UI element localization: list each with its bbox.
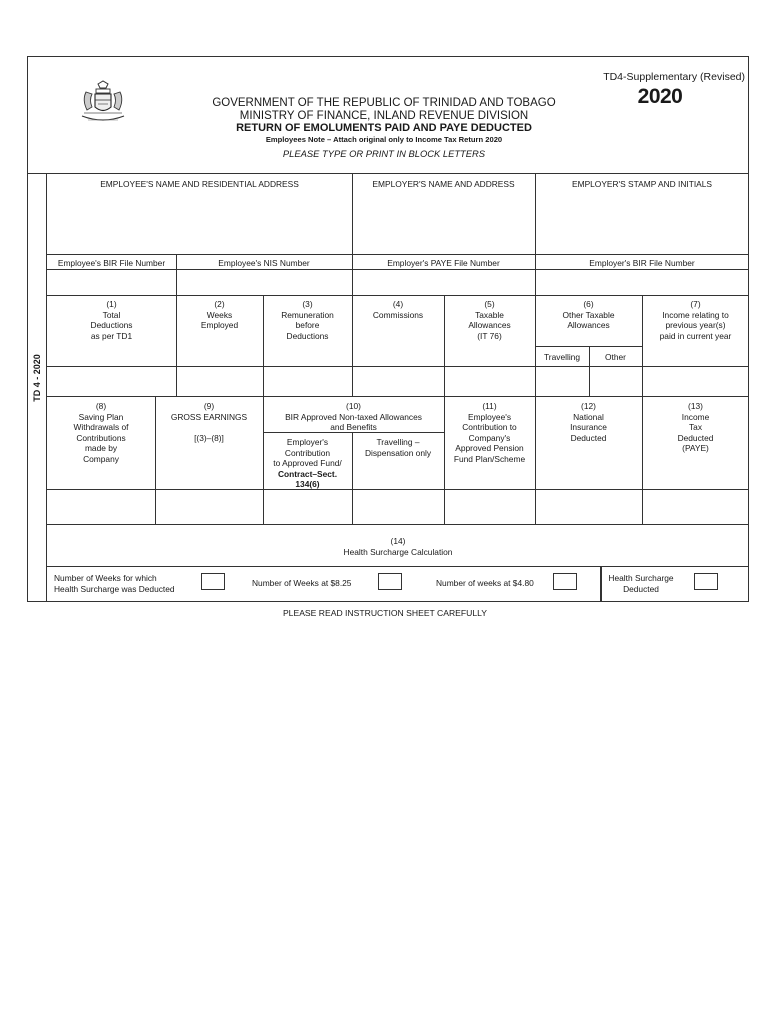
employer-bir-label: Employer's BIR File Number xyxy=(589,258,695,268)
col-3-field[interactable] xyxy=(264,367,351,395)
col-6-other-field[interactable] xyxy=(590,367,641,395)
col-10a-header: Employer's Contribution to Approved Fund/ Contract–Sect. 134(6) xyxy=(273,437,342,489)
col-9-header: (9) GROSS EARNINGS [(3)–(8)] xyxy=(170,401,248,443)
col-5-header: (5) Taxable Allowances (IT 76) xyxy=(468,299,511,341)
grid-line xyxy=(47,524,749,525)
weeks-825-box[interactable] xyxy=(378,573,402,590)
ministry-title: MINISTRY OF FINANCE, INLAND REVENUE DIVISION xyxy=(239,110,529,122)
employer-stamp-field[interactable] xyxy=(536,192,748,253)
surcharge-deducted-label: Health Surcharge Deducted xyxy=(608,573,674,594)
col-11-header: (11) Employee's Contribution to Company's Approved Pension Fund Plan/Scheme xyxy=(453,401,526,464)
header-divider xyxy=(27,173,749,174)
col-8-header: (8) Saving Plan Withdrawals of Contributions made by Company xyxy=(73,401,129,464)
col-4-header: (4) Commissions xyxy=(372,299,424,320)
grid-line xyxy=(600,566,602,602)
weeks-deducted-label: Number of Weeks for which Health Surcharge was Deducted xyxy=(54,573,175,594)
employer-name-address-field[interactable] xyxy=(353,192,534,253)
col-6-other: Other xyxy=(605,352,626,362)
grid-line xyxy=(47,295,749,296)
col-1-header: (1) Total Deductions as per TD1 xyxy=(90,299,133,341)
col-10b-field[interactable] xyxy=(353,490,443,523)
weeks-480-label: Number of weeks at $4.80 xyxy=(436,578,534,588)
employee-name-address-field[interactable] xyxy=(48,192,351,253)
surcharge-deducted-box[interactable] xyxy=(694,573,718,590)
employer-paye-field[interactable] xyxy=(353,270,534,294)
weeks-deducted-box[interactable] xyxy=(201,573,225,590)
col-10-header: (10) BIR Approved Non-taxed Allowances and Benefits xyxy=(285,401,422,432)
side-label: TD 4 - 2020 xyxy=(32,354,42,402)
employer-bir-field[interactable] xyxy=(536,270,748,294)
col-1-field[interactable] xyxy=(48,367,175,395)
col-7-field[interactable] xyxy=(643,367,748,395)
employee-nis-label: Employee's NIS Number xyxy=(218,258,310,268)
grid-line xyxy=(47,566,749,567)
employee-bir-field[interactable] xyxy=(48,270,175,294)
employee-note: Employees Note – Attach original only to Income Tax Return 2020 xyxy=(265,135,503,144)
col-9-field[interactable] xyxy=(156,490,262,523)
col-2-header: (2) Weeks Employed xyxy=(200,299,239,330)
col-6-travelling-field[interactable] xyxy=(536,367,588,395)
col-10b-header: Travelling – Dispensation only xyxy=(364,437,432,458)
col-10a-field[interactable] xyxy=(264,490,351,523)
col-5-field[interactable] xyxy=(445,367,534,395)
side-strip xyxy=(27,173,47,602)
col-3-header: (3) Remuneration before Deductions xyxy=(281,299,334,341)
col-6-header: (6) Other Taxable Allowances xyxy=(562,299,615,330)
block-letters-instruction: PLEASE TYPE OR PRINT IN BLOCK LETTERS xyxy=(282,148,486,159)
col-13-header: (13) Income Tax Deducted (PAYE) xyxy=(677,401,714,453)
employee-name-address-label: EMPLOYEE'S NAME AND RESIDENTIAL ADDRESS xyxy=(100,179,299,189)
surcharge-header: (14) Health Surcharge Calculation xyxy=(343,536,453,557)
return-title: RETURN OF EMOLUMENTS PAID AND PAYE DEDUCTED xyxy=(236,122,532,134)
employee-nis-field[interactable] xyxy=(177,270,351,294)
col-4-field[interactable] xyxy=(353,367,443,395)
col-11-field[interactable] xyxy=(445,490,534,523)
grid-line xyxy=(47,396,749,397)
weeks-480-box[interactable] xyxy=(553,573,577,590)
grid-line xyxy=(47,254,749,255)
col-12-header: (12) National Insurance Deducted xyxy=(570,401,607,443)
col-13-field[interactable] xyxy=(643,490,748,523)
employer-name-address-label: EMPLOYER'S NAME AND ADDRESS xyxy=(372,179,515,189)
instruction-footer: PLEASE READ INSTRUCTION SHEET CAREFULLY xyxy=(282,608,488,618)
employer-paye-label: Employer's PAYE File Number xyxy=(387,258,500,268)
government-title: GOVERNMENT OF THE REPUBLIC OF TRINIDAD AND TOBAGO xyxy=(212,97,556,109)
form-year: 2020 xyxy=(637,85,683,108)
col-12-field[interactable] xyxy=(536,490,641,523)
col-8-field[interactable] xyxy=(48,490,154,523)
col-6-travelling: Travelling xyxy=(544,352,580,362)
employee-bir-label: Employee's BIR File Number xyxy=(57,258,166,268)
col-7-header: (7) Income relating to previous year(s) paid in current year xyxy=(659,299,732,341)
supplementary-label: TD4-Supplementary (Revised) xyxy=(603,71,745,83)
employer-stamp-label: EMPLOYER'S STAMP AND INITIALS xyxy=(572,179,712,189)
weeks-825-label: Number of Weeks at $8.25 xyxy=(252,578,352,588)
col-2-field[interactable] xyxy=(177,367,262,395)
coat-of-arms-icon xyxy=(78,80,128,126)
